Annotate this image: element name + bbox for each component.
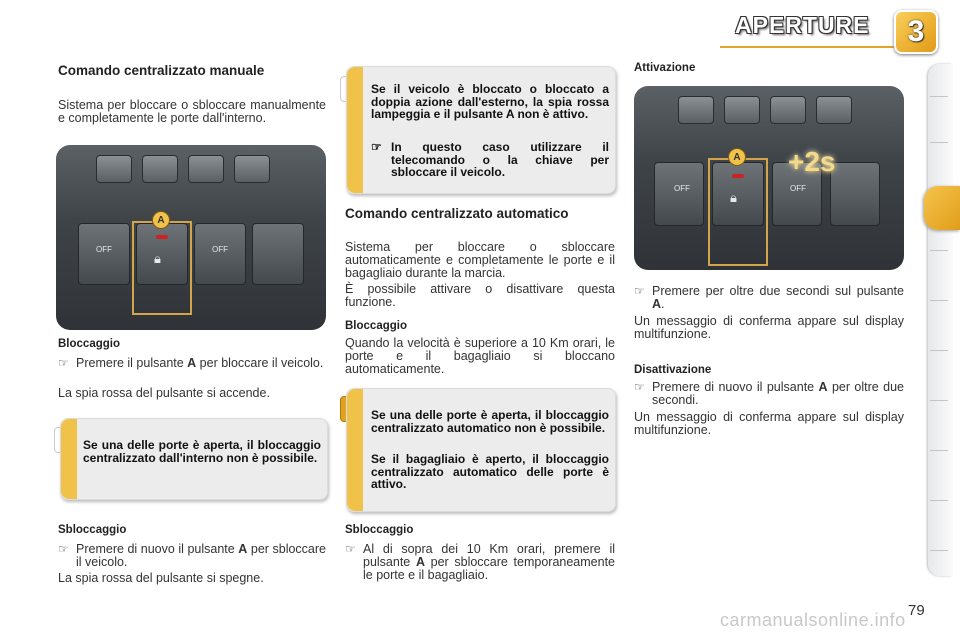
console-button <box>78 223 130 285</box>
unlock-instruction: ☞ Premere di nuovo il pulsante A per sbloccare il veicolo. <box>58 542 326 569</box>
tab-divider <box>930 550 948 551</box>
pointing-hand-icon: ☞ <box>634 284 645 298</box>
deactivation-note: Un messaggio di conferma appare sul display multifunzione. <box>634 410 904 437</box>
red-led <box>156 235 168 239</box>
pointing-hand-icon: ☞ <box>58 356 69 370</box>
box-accent-bar <box>347 389 363 511</box>
off-label: OFF <box>96 245 112 254</box>
lock-note: La spia rossa del pulsante si accende. <box>58 386 270 400</box>
activation-instruction: ☞ Premere per oltre due secondi sul pulsante A. <box>634 284 904 311</box>
manual-intro: Sistema per bloccare o sbloccare manualmente e completamente le porte dall'interno. <box>58 98 326 125</box>
deactivation-heading: Disattivazione <box>634 364 712 376</box>
console-button <box>234 155 270 183</box>
console-button <box>188 155 224 183</box>
console-button <box>654 162 704 226</box>
info-text: Se il veicolo è bloccato o bloccato a doppia azione dall'esterno, la spia rossa lampeggia e il pulsante A non è attivo. <box>371 82 609 121</box>
off-label: OFF <box>212 245 228 254</box>
box-accent-bar <box>347 67 363 193</box>
chapter-number-badge: 3 <box>894 10 938 54</box>
console-button <box>830 162 880 226</box>
console-photo-activation <box>634 86 904 270</box>
info-text: Se una delle porte è aperta, il bloccaggio centralizzato dall'interno non è possibile. <box>83 438 321 465</box>
console-photo-manual <box>56 145 326 330</box>
tab-divider <box>930 450 948 451</box>
page-number: 79 <box>908 602 925 619</box>
lock-heading: Bloccaggio <box>58 338 120 350</box>
pointing-hand-icon: ☞ <box>58 542 69 556</box>
console-button <box>770 96 806 124</box>
console-button <box>252 223 304 285</box>
warning-box-automatic <box>346 388 616 512</box>
console-button <box>724 96 760 124</box>
pointing-hand-icon: ☞ <box>634 380 645 394</box>
tab-divider <box>930 350 948 351</box>
auto-unlock-instruction: ☞ Al di sopra dei 10 Km orari, premere il pulsante A per sbloccare temporaneamente le porte e il bagagliaio. <box>345 542 616 582</box>
lock-instruction: ☞ Premere il pulsante A per bloccare il veicolo. <box>58 356 324 370</box>
console-button <box>96 155 132 183</box>
info-bullet: ☞ In questo caso utilizzare il telecomando o la chiave per sbloccare il veicolo. <box>371 140 609 179</box>
auto-unlock-heading: Sbloccaggio <box>345 524 414 536</box>
unlock-note: La spia rossa del pulsante si spegne. <box>58 571 264 585</box>
off-label: OFF <box>674 184 690 193</box>
pointing-hand-icon: ☞ <box>371 140 382 154</box>
off-label: OFF <box>790 184 806 193</box>
box-accent-bar <box>61 419 77 499</box>
console-button <box>816 96 852 124</box>
hold-duration-overlay: +2s <box>788 146 836 177</box>
tab-divider <box>930 400 948 401</box>
button-key-badge: A <box>152 211 170 229</box>
activation-heading: Attivazione <box>634 62 696 74</box>
automatic-intro: Sistema per bloccare o sbloccare automaticamente e completamente le porte e il bagagliaio durante la marcia. <box>345 240 615 280</box>
section-title-manual: Comando centralizzato manuale <box>58 63 265 78</box>
section-title-automatic: Comando centralizzato automatico <box>345 206 569 221</box>
padlock-icon: 🔒︎ <box>730 190 737 205</box>
tab-divider <box>930 250 948 251</box>
auto-lock-heading: Bloccaggio <box>345 320 407 332</box>
pointing-hand-icon: ☞ <box>345 542 356 556</box>
info-box-manual <box>60 418 328 500</box>
chapter-title: APERTURE <box>735 12 870 38</box>
warning-text-2: Se il bagagliaio è aperto, il bloccaggio centralizzato automatico delle porte è attivo. <box>371 452 609 491</box>
header-rule <box>720 46 920 48</box>
tab-divider <box>930 96 948 97</box>
chapter-tab-active[interactable] <box>924 186 960 230</box>
deactivation-instruction: ☞ Premere di nuovo il pulsante A per oltre due secondi. <box>634 380 904 407</box>
unlock-heading: Sbloccaggio <box>58 524 127 536</box>
automatic-intro-2: È possibile attivare o disattivare questa funzione. <box>345 282 615 309</box>
console-button <box>678 96 714 124</box>
console-button <box>194 223 246 285</box>
auto-lock-text: Quando la velocità è superiore a 10 Km orari, le porte e il bagagliaio si bloccano automaticamente. <box>345 336 615 376</box>
button-key-badge: A <box>728 148 746 166</box>
console-button <box>142 155 178 183</box>
info-box-locked <box>346 66 616 194</box>
activation-note: Un messaggio di conferma appare sul display multifunzione. <box>634 314 904 341</box>
warning-text-1: Se una delle porte è aperta, il bloccaggio centralizzato automatico non è possibile. <box>371 408 609 435</box>
tab-divider <box>930 300 948 301</box>
watermark: carmanualsonline.info <box>720 610 906 630</box>
tab-divider <box>930 500 948 501</box>
padlock-icon: 🔒︎ <box>154 251 161 266</box>
tab-divider <box>930 142 948 143</box>
red-led <box>732 174 744 178</box>
